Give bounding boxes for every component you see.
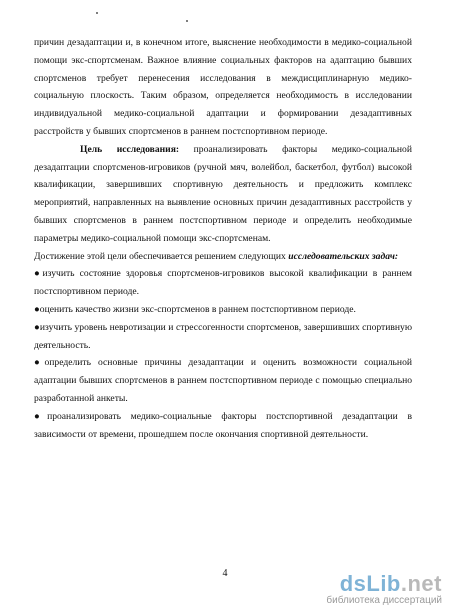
scan-dot: [96, 12, 98, 14]
paragraph-goal: [34, 141, 412, 248]
scan-dot: [186, 20, 188, 22]
paragraph-tasks-intro: [34, 248, 412, 266]
goal-text: проанализировать факторы медико-социальной дезадаптации спортсменов-игровиков (ручной мяч, волейбол, баскетбол, футбол) высокой квалификации, завершивших спортивную деятельность и предложить комплекс мероприятий, направленных на выявление основных причин дезадаптивных расстройств у бывших спортсменов в раннем постспортивном периоде и определить необходимые параметры медико-социальной помощи экс-спортсменам.: [34, 143, 412, 244]
page-number: 4: [222, 568, 228, 579]
watermark-logo-ext: .net: [400, 571, 442, 596]
paragraph-intro: причин дезадаптации и, в конечном итоге, выяснение необходимости в медико-социальной помощи экс-спортсменам. Важное влияние социальных факторов на адаптацию бывших спортсменов требует перенесения исследования в междисциплинарную медико-социальную плоскость. Таким образом, определяется необходимость в исследовании индивидуальной медико-социальной адаптации и формировании дезадаптивных расстройств у бывших спортсменов в раннем постспортивном периоде.: [34, 37, 412, 137]
task-item: ●изучить уровень невротизации и стрессогенности спортсменов, завершивших спортивную деятельность.: [34, 321, 412, 351]
watermark-logo-main: dsLib: [339, 571, 401, 596]
watermark[interactable]: [326, 573, 442, 607]
goal-label: Цель исследования:: [80, 143, 180, 155]
task-item: ●определить основные причины дезадаптации и оценить возможности социальной адаптации бывших спортсменов в раннем постспортивном периоде с помощью специально разработанной анкеты.: [34, 357, 412, 404]
watermark-subtitle: библиотека диссертаций: [326, 595, 442, 606]
task-item: ●проанализировать медико-социальные факторы постспортивной дезадаптации в зависимости от времени, прошедшем после окончания спортивной деятельности.: [34, 410, 412, 440]
task-item: ●оценить качество жизни экс-спортсменов в раннем постспортивном периоде.: [34, 303, 356, 315]
watermark-logo: [326, 573, 442, 595]
task-item: ●изучить состояние здоровья спортсменов-игровиков высокой квалификации в раннем постспортивном периоде.: [34, 268, 412, 298]
tasks-label: исследовательских задач:: [288, 250, 399, 262]
tasks-intro-text: Достижение этой цели обеспечивается решением следующих: [34, 250, 289, 262]
body-text: [34, 34, 412, 443]
